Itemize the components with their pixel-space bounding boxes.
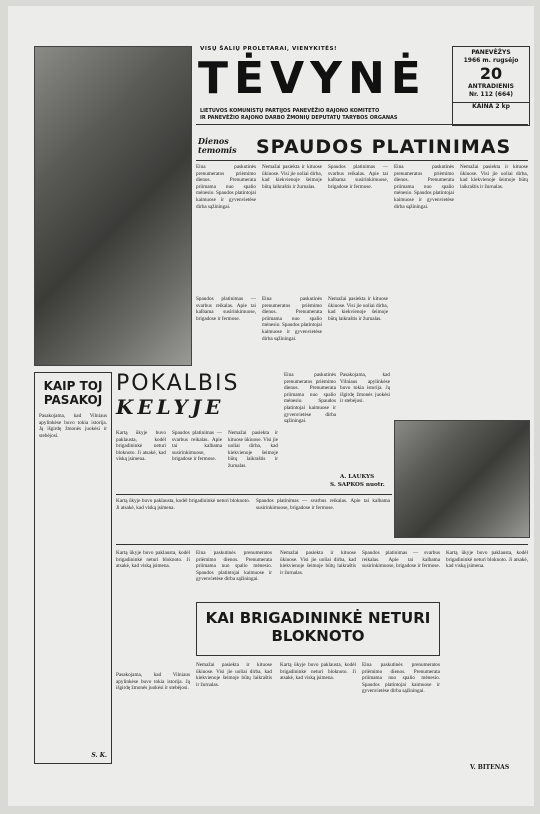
rubric-line2: temomis — [198, 145, 237, 155]
kaip-box-author: S. K. — [91, 752, 107, 759]
lead-rule — [196, 160, 528, 161]
date-box — [452, 46, 530, 126]
datebox-day: 20 — [479, 64, 503, 83]
lead-col-7: Eina paskutinės prenumeratos priėmimo dienos. Prenumerata priimama nuo spalio mėnesio. Spaudos platintojai kaimuose ir gyvenvietėse dirba sąžiningai. — [262, 296, 322, 342]
rubric-line1: Dienos — [198, 136, 229, 146]
lead-col-4: Eina paskutinės prenumeratos priėmimo dienos. Prenumerata priimama nuo spalio mėnesio. Spaudos platintojai kaimuose ir gyvenvietėse dirba sąžiningai. — [394, 164, 454, 210]
car-photo — [394, 420, 530, 538]
kaip-box-title: KAIP TOJ PASAKOJ — [43, 379, 103, 407]
rubric — [198, 137, 237, 155]
datebox-issue: Nr. 112 (664) — [468, 91, 514, 98]
masthead-title: TĖVYNĖ — [198, 53, 427, 104]
section-rule — [116, 544, 528, 545]
datebox-city: PANEVĖŽYS — [471, 49, 511, 56]
lead-col-2: Nemažai pasiekta ir kituose ūkiuose. Visi jie uoliai dirba, kad kiekvienoje šeimoje būtų laikraštis ir žurnalas. — [262, 164, 322, 190]
pokalbis-col-1: Kartą ūkyje buvo paklausta, kodėl brigadininkė neturi bloknoto. Ji atsakė, kad viską įsimena. — [116, 430, 166, 463]
lead-col-8: Nemažai pasiekta ir kituose ūkiuose. Visi jie uoliai dirba, kad kiekvienoje šeimoje būtų laikraštis ir žurnalas. — [328, 296, 388, 322]
lead-col-3: Spaudos platinimas — svarbus reikalas. Apie tai kalbama susirinkimuose, brigadose ir fermose. — [328, 164, 388, 190]
masthead-slogan: VISŲ ŠALIŲ PROLETARAI, VIENYKITĖS! — [200, 46, 338, 52]
pokalbis-col-3: Nemažai pasiekta ir kituose ūkiuose. Visi jie uoliai dirba, kad kiekvienoje šeimoje būtų laikraštis ir žurnalas. — [228, 430, 278, 469]
pokalbis-author: A. LAUKYS — [340, 474, 375, 480]
lower-col-3: Nemažai pasiekta ir kituose ūkiuose. Visi jie uoliai dirba, kad kiekvienoje šeimoje būtų laikraštis ir žurnalas. — [280, 550, 356, 576]
pokalbis-line1: POKALBIS — [116, 371, 240, 396]
portrait-photo — [34, 46, 192, 366]
lead-headline: SPAUDOS PLATINIMAS — [256, 136, 512, 158]
brig-headline: KAI BRIGADININKĖ NETURI BLOKNOTO — [196, 602, 440, 656]
lower-col-8: Kartą ūkyje buvo paklausta, kodėl brigadininkė neturi bloknoto. Ji atsakė, kad viską įsimena. — [280, 662, 356, 682]
caption-right: Spaudos platinimas — svarbus reikalas. Apie tai kalbama susirinkimuose, brigadose ir fermose. — [256, 498, 390, 511]
lower-col-1: Kartą ūkyje buvo paklausta, kodėl brigadininkė neturi bloknoto. Ji atsakė, kad viską įsimena. — [116, 550, 190, 570]
signoff: V. BITENAS — [470, 764, 510, 771]
masthead-subtitle-1: LIETUVOS KOMUNISTŲ PARTIJOS PANEVĖŽIO RAJONO KOMITETO — [200, 108, 380, 114]
caption-left: Kartą ūkyje buvo paklausta, kodėl brigadininkė neturi bloknoto. Ji atsakė, kad viską įsimena. — [116, 498, 250, 511]
kaip-box — [34, 372, 112, 764]
pokalbis-col-2: Spaudos platinimas — svarbus reikalas. Apie tai kalbama susirinkimuose, brigadose ir fermose. — [172, 430, 222, 463]
lower-col-6: Pasakojama, kad Vilniaus apylinkėse buvo tokia istorija. Ją išgirdę žmonės juokėsi ir stebėjosi. — [116, 672, 190, 692]
kaip-box-text: Pasakojama, kad Vilniaus apylinkėse buvo tokia istorija. Ją išgirdę žmonės juokėsi ir stebėjosi. — [39, 413, 107, 439]
lead-col-5: Nemažai pasiekta ir kituose ūkiuose. Visi jie uoliai dirba, kad kiekvienoje šeimoje būtų laikraštis ir žurnalas. — [460, 164, 528, 190]
pokalbis-line2: KELYJE — [116, 395, 225, 419]
datebox-price: KAINA 2 kp — [453, 102, 529, 111]
datebox-weekday: ANTRADIENIS — [468, 83, 514, 90]
pokalbis-header — [116, 372, 278, 428]
datebox-date: 1966 m. rugsėjo — [463, 57, 519, 64]
masthead-subtitle-2: IR PANEVĖŽIO RAJONO DARBO ŽMONIŲ DEPUTATŲ TARYBOS ORGANAS — [200, 115, 398, 121]
pokalbis-photo-credit: S. SAPKOS nuotr. — [330, 482, 385, 488]
lower-col-2: Eina paskutinės prenumeratos priėmimo dienos. Prenumerata priimama nuo spalio mėnesio. Spaudos platintojai kaimuose ir gyvenvietėse dirba sąžiningai. — [196, 550, 272, 583]
pokalbis-col-5: Pasakojama, kad Vilniaus apylinkėse buvo tokia istorija. Ją išgirdę žmonės juokėsi ir stebėjosi. — [340, 372, 390, 405]
lower-col-4: Spaudos platinimas — svarbus reikalas. Apie tai kalbama susirinkimuose, brigadose ir fermose. — [362, 550, 440, 570]
lower-col-7: Nemažai pasiekta ir kituose ūkiuose. Visi jie uoliai dirba, kad kiekvienoje šeimoje būtų laikraštis ir žurnalas. — [196, 662, 272, 688]
caption-rule — [116, 494, 392, 495]
lower-col-5: Kartą ūkyje buvo paklausta, kodėl brigadininkė neturi bloknoto. Ji atsakė, kad viską įsimena. — [446, 550, 528, 570]
lead-col-6: Spaudos platinimas — svarbus reikalas. Apie tai kalbama susirinkimuose, brigadose ir fermose. — [196, 296, 256, 322]
pokalbis-col-4: Eina paskutinės prenumeratos priėmimo dienos. Prenumerata priimama nuo spalio mėnesio. Spaudos platintojai kaimuose ir gyvenvietėse dirba sąžiningai. — [284, 372, 336, 425]
lower-col-9: Eina paskutinės prenumeratos priėmimo dienos. Prenumerata priimama nuo spalio mėnesio. Spaudos platintojai kaimuose ir gyvenvietėse dirba sąžiningai. — [362, 662, 440, 695]
lead-col-1: Eina paskutinės prenumeratos priėmimo dienos. Prenumerata priimama nuo spalio mėnesio. Spaudos platintojai kaimuose ir gyvenvietėse dirba sąžiningai. — [196, 164, 256, 210]
